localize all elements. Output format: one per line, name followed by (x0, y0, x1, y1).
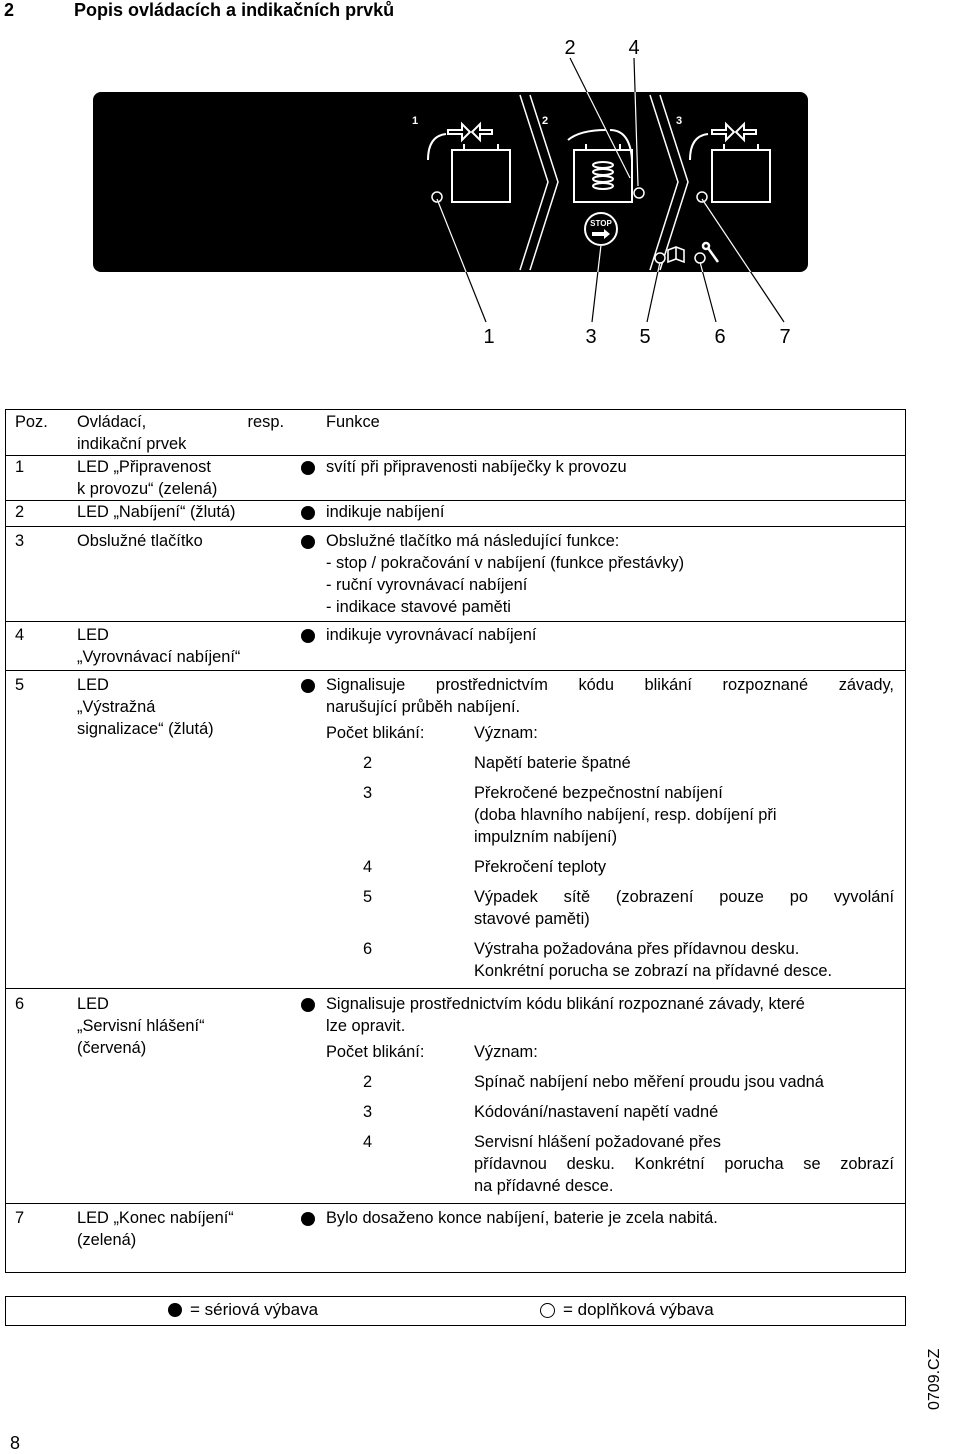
table-row: 3 Obslužné tlačítko Obslužné tlačítko má následující funkce: - stop / pokračování v nabíjení (funkce přestávky) - ruční vyrovnávací nabíjení - indikace stavové paměti (5, 527, 906, 622)
header-element-line1: Ovládací, resp. (77, 413, 284, 431)
header-pos: Poz. (15, 413, 48, 431)
standard-bullet-icon (301, 998, 315, 1012)
control-panel-diagram (0, 0, 960, 400)
table-row: 7 LED „Konec nabíjení“ (zelená) Bylo dosaženo konce nabíjení, baterie je zcela nabitá. (5, 1204, 906, 1252)
table-header-row (5, 409, 906, 456)
section-number: 2 (4, 0, 15, 20)
table-row: 6 LED „Servisní hlášení“ (červená) Signalisuje prostřednictvím kódu blikání rozpoznané závady, které lze opravit. Počet blikání: Význam: 2 Spínač nabíjení nebo měření proudu jsou vadná 3 Kódování/nastavení napětí vadné 4 Servisní hlášení požadované přes přídavnou desku. Konkrétní porucha se zobrazí na přídavné desce. (5, 989, 906, 1204)
segment-label-3: 3 (676, 115, 683, 127)
row-element: LED „Připravenost (77, 458, 211, 476)
row-function: Bylo dosaženo konce nabíjení, baterie je zcela nabitá. (326, 1204, 906, 1252)
callout-bottom-3: 3 (585, 326, 597, 348)
row-pos: 3 (5, 527, 77, 622)
led-warning (655, 253, 665, 263)
section-title: Popis ovládacích a indikačních prvků (74, 0, 395, 20)
standard-bullet-icon (301, 679, 315, 693)
spec-table (5, 409, 906, 1251)
led-equalize (697, 192, 707, 202)
standard-bullet-icon (301, 506, 315, 520)
header-element-line2: indikační prvek (77, 435, 187, 453)
stop-label: STOP (590, 219, 612, 228)
row-pos: 2 (5, 501, 77, 527)
row-pos: 5 (5, 671, 77, 989)
segment-label-2: 2 (542, 115, 549, 127)
row-element: Obslužné tlačítko (77, 527, 290, 622)
callout-bottom-5: 5 (639, 326, 651, 348)
header-function: Funkce (326, 413, 380, 431)
row-pos: 6 (5, 989, 77, 1204)
row-element: LED „Nabíjení“ (žlutá) (77, 501, 290, 527)
segment-label-1: 1 (412, 115, 419, 127)
standard-bullet-icon (168, 1303, 182, 1317)
stop-button[interactable] (585, 213, 617, 245)
row-pos: 4 (5, 622, 77, 671)
row-function: indikuje vyrovnávací nabíjení (326, 622, 906, 671)
row-function: indikuje nabíjení (326, 501, 906, 527)
table-row (5, 501, 906, 527)
callout-top-2: 2 (564, 37, 576, 59)
table-row: 1 LED „Připravenost k provozu“ (zelená) svítí při připravenosti nabíječky k provozu (5, 456, 906, 501)
led-service (695, 253, 705, 263)
row-pos: 1 (5, 456, 77, 501)
page-number: 8 (10, 1433, 21, 1453)
standard-bullet-icon (301, 629, 315, 643)
row-function: svítí při připravenosti nabíječky k provozu (326, 456, 906, 501)
row-pos: 7 (5, 1204, 77, 1252)
standard-bullet-icon (301, 535, 315, 549)
led-charging (634, 188, 644, 198)
table-row: 4 LED „Vyrovnávací nabíjení“ indikuje vyrovnávací nabíjení (5, 622, 906, 671)
legend (5, 1296, 906, 1326)
callout-top-4: 4 (628, 37, 640, 59)
legend-standard: = sériová výbava (190, 1300, 319, 1319)
legend-optional: = doplňková výbava (563, 1300, 714, 1319)
table-row: 5 LED „Výstražná signalizace“ (žlutá) Signalisuje prostřednictvím kódu blikání rozpoznané závady, narušující průběh nabíjení. Počet blikání: Význam: 2 Napětí baterie špatné 3 Překročené bezpečnostní nabíjení (doba hlavního nabíjení, resp. dobíjení při impulzním nabíjení) 4 Překročení teploty 5 Výpadek sítě (zobrazení pouze po vyvolání stavové paměti) 6 Výstraha požadována přes přídavnou desku. Konkrétní porucha se zobrazí na přídavné desce. (5, 671, 906, 989)
callout-bottom-7: 7 (779, 326, 791, 348)
document-code: 0709.CZ (926, 1348, 943, 1410)
panel-body (93, 92, 808, 272)
callout-bottom-1: 1 (483, 326, 495, 348)
standard-bullet-icon (301, 1212, 315, 1226)
callout-bottom-6: 6 (714, 326, 726, 348)
optional-bullet-icon (540, 1303, 555, 1318)
standard-bullet-icon (301, 461, 315, 475)
